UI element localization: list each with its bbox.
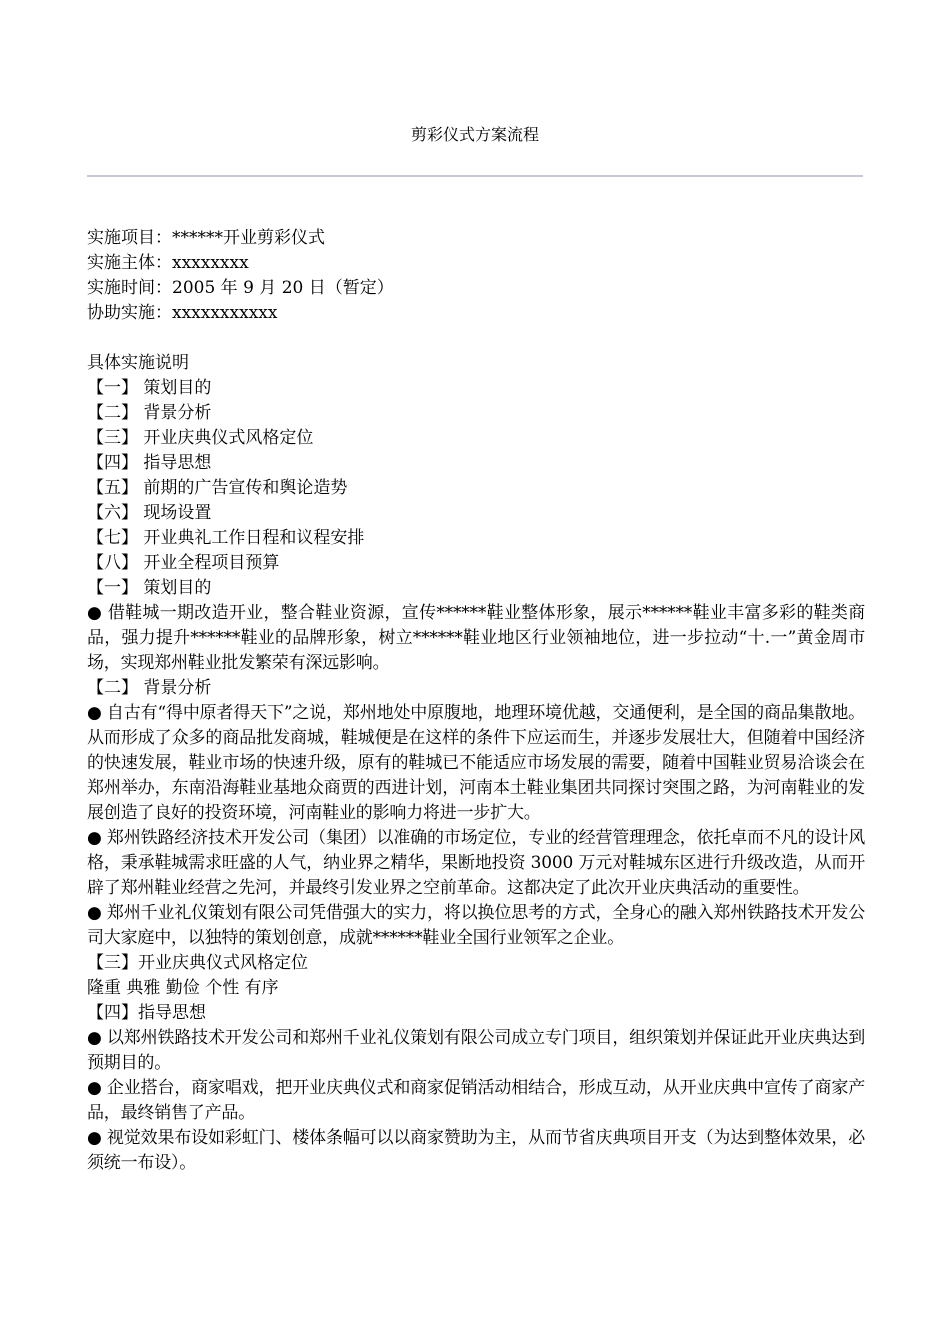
outline-heading: 具体实施说明 <box>87 353 189 373</box>
section-heading: 【二】 背景分析 <box>87 678 212 698</box>
meta-time: 实施时间：2005 年 9 月 20 日（暂定） <box>87 278 394 298</box>
style-keywords: 隆重 典雅 勤俭 个性 有序 <box>87 978 279 998</box>
bullet-paragraph: ● 借鞋城一期改造开业，整合鞋业资源，宣传******鞋业整体形象，展示******鞋业丰富多彩的鞋类商品，强力提升******鞋业的品牌形象，树立******鞋业地区行业领袖地位，进一步拉动“十.一”黄金周市场，实现郑州鞋业批发繁荣有深远影响。 <box>87 603 865 673</box>
spacer <box>87 326 865 351</box>
bullet-paragraph: ● 视觉效果布设如彩虹门、楼体条幅可以以商家赞助为主，从而节省庆典项目开支（为达到整体效果，必须统一布设）。 <box>87 1128 865 1173</box>
section-heading: 【一】 策划目的 <box>87 578 212 598</box>
document-body <box>87 226 865 1176</box>
meta-project: 实施项目：******开业剪彩仪式 <box>87 228 325 248</box>
outline-item: 【四】 指导思想 <box>87 453 212 473</box>
page-title: 剪彩仪式方案流程 <box>410 125 539 144</box>
outline-item: 【六】 现场设置 <box>87 503 212 523</box>
bullet-paragraph: ● 以郑州铁路技术开发公司和郑州千业礼仪策划有限公司成立专门项目，组织策划并保证此开业庆典达到预期目的。 <box>87 1028 865 1073</box>
section-heading: 【三】开业庆典仪式风格定位 <box>87 953 308 973</box>
outline-item: 【二】 背景分析 <box>87 403 212 423</box>
bullet-paragraph: ● 郑州千业礼仪策划有限公司凭借强大的实力，将以换位思考的方式，全身心的融入郑州铁路技术开发公司大家庭中，以独特的策划创意，成就******鞋业全国行业领军之企业。 <box>87 903 865 948</box>
meta-subject: 实施主体：xxxxxxxx <box>87 253 249 273</box>
outline-item: 【五】 前期的广告宣传和舆论造势 <box>87 478 348 498</box>
bullet-paragraph: ● 企业搭台，商家唱戏，把开业庆典仪式和商家促销活动相结合，形成互动，从开业庆典中宣传了商家产品，最终销售了产品。 <box>87 1078 865 1123</box>
outline-item: 【一】 策划目的 <box>87 378 212 398</box>
meta-assist: 协助实施：xxxxxxxxxxx <box>87 303 278 323</box>
section-heading: 【四】指导思想 <box>87 1003 206 1023</box>
outline-item: 【八】 开业全程项目预算 <box>87 553 280 573</box>
outline-item: 【三】 开业庆典仪式风格定位 <box>87 428 314 448</box>
title-divider <box>87 175 863 177</box>
bullet-paragraph: ● 自古有“得中原者得天下”之说，郑州地处中原腹地，地理环境优越，交通便利，是全国的商品集散地。从而形成了众多的商品批发商城，鞋城便是在这样的条件下应运而生，并逐步发展壮大，但随着中国经济的快速发展，鞋业市场的快速升级，原有的鞋城已不能适应市场发展的需要，随着中国鞋业贸易洽谈会在郑州举办，东南沿海鞋业基地众商贾的西进计划，河南本土鞋业集团共同探讨突围之路，为河南鞋业的发展创造了良好的投资环境，河南鞋业的影响力将进一步扩大。 <box>87 703 865 823</box>
outline-item: 【七】 开业典礼工作日程和议程安排 <box>87 528 365 548</box>
bullet-paragraph: ● 郑州铁路经济技术开发公司（集团）以准确的市场定位，专业的经营管理理念，依托卓而不凡的设计风格，秉承鞋城需求旺盛的人气，纳业界之精华，果断地投资 3000 万元对鞋城东区进行升级改造，从而开辟了郑州鞋业经营之先河，并最终引发业界之空前革命。这都决定了此次开业庆典活动的重要性。 <box>87 828 865 898</box>
